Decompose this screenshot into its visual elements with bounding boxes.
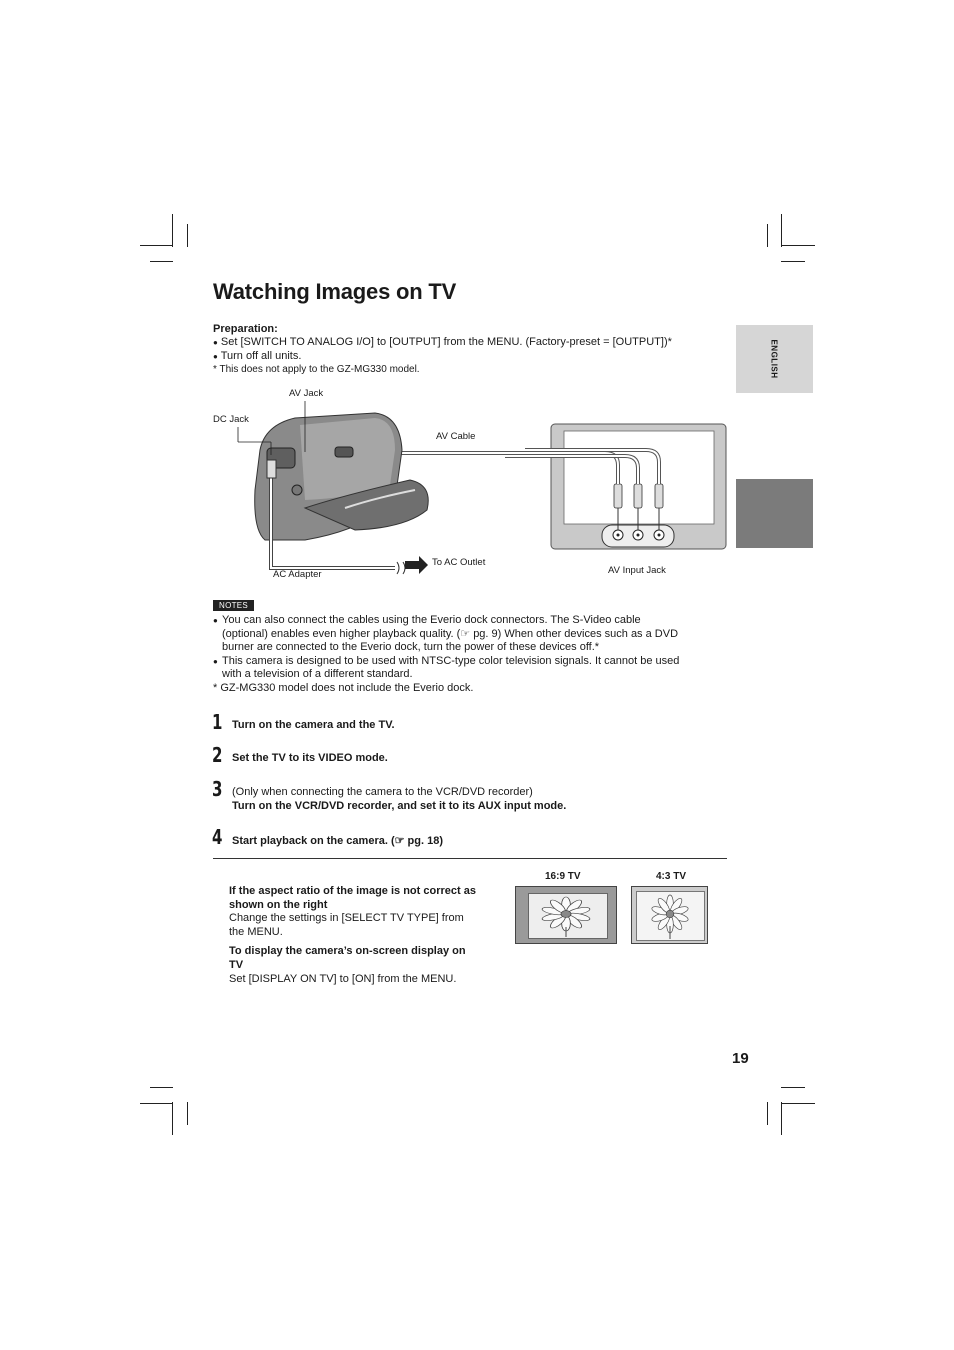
step-text: Start playback on the camera. (☞ pg. 18) xyxy=(232,835,443,847)
aspect-heading: shown on the right xyxy=(229,898,328,911)
camera-tv-connection-illustration xyxy=(205,380,730,585)
section-tab xyxy=(736,479,813,548)
flower-icon xyxy=(632,887,709,945)
preparation-item: ● Turn off all units. xyxy=(213,350,302,362)
flower-icon xyxy=(516,887,618,945)
bullet-icon: ● xyxy=(213,656,218,666)
aspect-body: Change the settings in [SELECT TV TYPE] from xyxy=(229,912,464,925)
display-heading: To display the camera’s on-screen display on xyxy=(229,945,466,958)
tv-16-9-preview xyxy=(515,886,617,944)
preparation-heading: Preparation: xyxy=(213,323,278,335)
step-text: Set the TV to its VIDEO mode. xyxy=(232,752,388,764)
label-ac-adapter: AC Adapter xyxy=(273,569,322,580)
label-av-jack: AV Jack xyxy=(289,388,324,399)
tips-block xyxy=(229,885,476,986)
step-number: 2 xyxy=(212,743,223,767)
preparation-footnote: * This does not apply to the GZ-MG330 model. xyxy=(213,364,420,375)
language-tab-label: ENGLISH xyxy=(769,339,779,379)
connection-diagram xyxy=(205,380,730,585)
tv-16-9-label: 16:9 TV xyxy=(545,871,581,882)
label-av-input-jack: AV Input Jack xyxy=(608,565,666,576)
page-title: Watching Images on TV xyxy=(213,279,457,304)
bullet-icon: ● xyxy=(213,616,218,625)
step-text: Turn on the VCR/DVD recorder, and set it to its AUX input mode. xyxy=(232,800,567,812)
display-heading: TV xyxy=(229,958,244,971)
step-number: 1 xyxy=(212,710,223,734)
step-text: Turn on the camera and the TV. xyxy=(232,719,395,731)
tv-4-3-label: 4:3 TV xyxy=(656,871,687,882)
bullet-icon: ● xyxy=(213,352,218,361)
note-item: ● You can also connect the cables using the Everio dock connectors. The S-Video cable (optional) enables even higher playback quality. (☞ pg. 9) When other devices such as a DVD burner are connected to the Everio dock, turn the power of these devices off.* xyxy=(213,614,679,654)
step-number: 3 xyxy=(212,777,223,801)
label-to-ac-outlet: To AC Outlet xyxy=(432,557,486,568)
note-item: ● This camera is designed to be used with NTSC-type color television signals. It cannot be used with a television of a different standard. xyxy=(213,654,680,681)
label-av-cable: AV Cable xyxy=(436,431,476,442)
notes-badge: NOTES xyxy=(213,600,254,611)
display-body: Set [DISPLAY ON TV] to [ON] from the MENU. xyxy=(229,972,457,985)
label-dc-jack: DC Jack xyxy=(213,414,249,425)
aspect-heading: If the aspect ratio of the image is not correct as xyxy=(229,885,476,897)
step-number: 4 xyxy=(212,825,223,849)
aspect-body: the MENU. xyxy=(229,925,283,938)
section-divider xyxy=(213,858,727,859)
language-tab xyxy=(736,325,813,393)
step-note: (Only when connecting the camera to the VCR/DVD recorder) xyxy=(232,786,533,798)
preparation-item: ● Set [SWITCH TO ANALOG I/O] to [OUTPUT] from the MENU. (Factory-preset = [OUTPUT])* xyxy=(213,336,672,348)
bullet-icon: ● xyxy=(213,338,218,347)
page-number: 19 xyxy=(732,1050,749,1067)
notes-list xyxy=(213,614,679,696)
notes-footnote: * GZ-MG330 model does not include the Everio dock. xyxy=(213,681,474,694)
tv-4-3-preview xyxy=(631,886,708,944)
